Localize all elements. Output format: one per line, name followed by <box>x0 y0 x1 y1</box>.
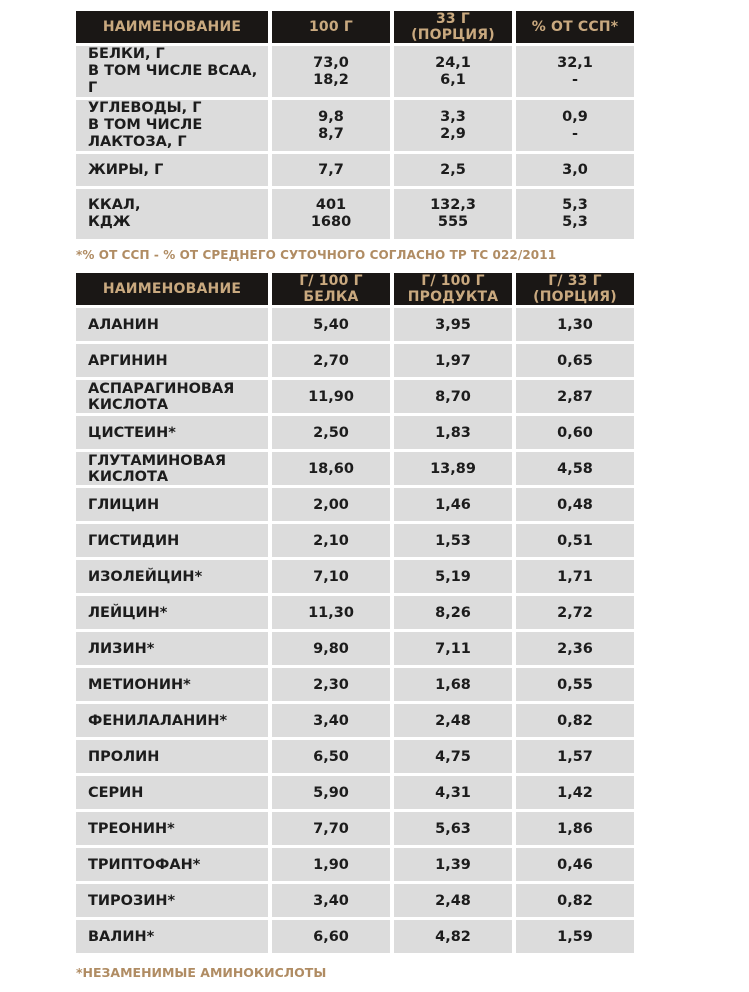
nutrition-cell-c33 <box>394 46 512 97</box>
amino-value: 3,95 <box>394 308 512 341</box>
amino-value: 2,87 <box>516 380 634 413</box>
nutrition-header-33g: 33 Г (ПОРЦИЯ) <box>394 11 512 43</box>
amino-value: 7,10 <box>272 560 390 593</box>
amino-table <box>72 270 638 956</box>
amino-value: 1,30 <box>516 308 634 341</box>
nutrition-value: БЕЛКИ, Г <box>88 46 165 62</box>
amino-value: 2,70 <box>272 344 390 377</box>
amino-value: 18,60 <box>272 452 390 485</box>
nutrition-value: 3,0 <box>562 161 588 178</box>
amino-value: 1,42 <box>516 776 634 809</box>
amino-value: 1,57 <box>516 740 634 773</box>
amino-value: 6,50 <box>272 740 390 773</box>
amino-value: 4,75 <box>394 740 512 773</box>
amino-value: 2,48 <box>394 704 512 737</box>
nutrition-cell-c33 <box>394 189 512 239</box>
amino-row <box>76 416 634 449</box>
nutrition-value: ККАЛ, <box>88 197 141 213</box>
amino-row <box>76 668 634 701</box>
nutrition-cell-pct <box>516 189 634 239</box>
amino-row <box>76 488 634 521</box>
nutrition-value: 32,1 <box>557 54 593 71</box>
nutrition-cell-c100 <box>272 100 390 151</box>
amino-value: 5,40 <box>272 308 390 341</box>
nutrition-cell-c33 <box>394 154 512 186</box>
nutrition-value: 5,3 <box>562 197 588 213</box>
amino-name: АЛАНИН <box>76 308 268 341</box>
amino-value: 6,60 <box>272 920 390 953</box>
amino-value: 2,30 <box>272 668 390 701</box>
nutrition-value: 6,1 <box>440 71 466 88</box>
amino-row <box>76 380 634 413</box>
nutrition-cell-pct <box>516 154 634 186</box>
amino-value: 5,63 <box>394 812 512 845</box>
amino-value: 8,70 <box>394 380 512 413</box>
amino-name: ГЛУТАМИНОВАЯ КИСЛОТА <box>76 452 268 485</box>
amino-name: ЛИЗИН* <box>76 632 268 665</box>
nutrition-value: 3,3 <box>440 108 466 125</box>
nutrition-value: 555 <box>437 214 469 230</box>
amino-name: ТИРОЗИН* <box>76 884 268 917</box>
nutrition-cell-name <box>76 154 268 186</box>
amino-name: ИЗОЛЕЙЦИН* <box>76 560 268 593</box>
amino-value: 1,90 <box>272 848 390 881</box>
amino-value: 0,82 <box>516 704 634 737</box>
amino-name: ВАЛИН* <box>76 920 268 953</box>
amino-row <box>76 920 634 953</box>
nutrition-cell-c33 <box>394 100 512 151</box>
nutrition-value: 9,8 <box>318 108 344 125</box>
nutrition-cell-c100 <box>272 46 390 97</box>
amino-row <box>76 560 634 593</box>
amino-body <box>76 308 634 953</box>
amino-row <box>76 848 634 881</box>
amino-value: 13,89 <box>394 452 512 485</box>
amino-name: ПРОЛИН <box>76 740 268 773</box>
nutrition-value: 2,9 <box>440 125 466 142</box>
nutrition-value: 1680 <box>310 214 352 230</box>
amino-name: ТРИПТОФАН* <box>76 848 268 881</box>
amino-name: ЛЕЙЦИН* <box>76 596 268 629</box>
amino-value: 7,70 <box>272 812 390 845</box>
amino-header-row <box>76 273 634 305</box>
amino-value: 5,19 <box>394 560 512 593</box>
amino-value: 9,80 <box>272 632 390 665</box>
amino-value: 4,31 <box>394 776 512 809</box>
amino-name: ФЕНИЛАЛАНИН* <box>76 704 268 737</box>
nutrition-header-row <box>76 11 634 43</box>
nutrition-value: 401 <box>315 197 347 213</box>
nutrition-cell-c100 <box>272 154 390 186</box>
nutrition-value: УГЛЕВОДЫ, Г <box>88 100 202 116</box>
amino-value: 11,90 <box>272 380 390 413</box>
amino-row <box>76 452 634 485</box>
nutrition-row <box>76 189 634 239</box>
nutrition-header-name: НАИМЕНОВАНИЕ <box>76 11 268 43</box>
amino-value: 0,65 <box>516 344 634 377</box>
amino-header-per-serving: Г/ 33 Г (ПОРЦИЯ) <box>516 273 634 305</box>
nutrition-header-100g: 100 Г <box>272 11 390 43</box>
amino-row <box>76 596 634 629</box>
nutrition-footnote: *% ОТ ССП - % ОТ СРЕДНЕГО СУТОЧНОГО СОГЛАСНО ТР ТС 022/2011 <box>76 248 557 262</box>
nutrition-cell-name <box>76 46 268 97</box>
nutrition-value: - <box>571 125 579 142</box>
amino-value: 0,46 <box>516 848 634 881</box>
amino-name: ГЛИЦИН <box>76 488 268 521</box>
amino-value: 2,10 <box>272 524 390 557</box>
amino-value: 4,58 <box>516 452 634 485</box>
nutrition-value: 7,7 <box>318 161 344 178</box>
amino-value: 2,48 <box>394 884 512 917</box>
amino-name: АСПАРАГИНОВАЯ КИСЛОТА <box>76 380 268 413</box>
nutrition-value: 18,2 <box>313 71 349 88</box>
amino-value: 0,51 <box>516 524 634 557</box>
amino-value: 0,82 <box>516 884 634 917</box>
amino-value: 0,55 <box>516 668 634 701</box>
nutrition-value: - <box>571 71 579 88</box>
nutrition-value: 5,3 <box>562 214 588 230</box>
amino-value: 5,90 <box>272 776 390 809</box>
amino-header-name: НАИМЕНОВАНИЕ <box>76 273 268 305</box>
nutrition-cell-name <box>76 189 268 239</box>
amino-value: 1,83 <box>394 416 512 449</box>
nutrition-value: В ТОМ ЧИСЛЕ ЛАКТОЗА, Г <box>88 117 203 150</box>
nutrition-value: В ТОМ ЧИСЛЕ BCAA, Г <box>88 63 258 96</box>
amino-name: СЕРИН <box>76 776 268 809</box>
nutrition-value: 24,1 <box>435 54 471 71</box>
amino-value: 3,40 <box>272 704 390 737</box>
nutrition-row <box>76 100 634 151</box>
amino-row <box>76 884 634 917</box>
amino-value: 1,97 <box>394 344 512 377</box>
nutrition-cell-c100 <box>272 189 390 239</box>
amino-row <box>76 344 634 377</box>
amino-value: 1,68 <box>394 668 512 701</box>
amino-value: 1,71 <box>516 560 634 593</box>
amino-value: 0,60 <box>516 416 634 449</box>
nutrition-cell-pct <box>516 100 634 151</box>
amino-name: АРГИНИН <box>76 344 268 377</box>
nutrition-value: 2,5 <box>440 161 466 178</box>
amino-row <box>76 812 634 845</box>
nutrition-header-pct: % ОТ ССП* <box>516 11 634 43</box>
amino-value: 3,40 <box>272 884 390 917</box>
amino-row <box>76 632 634 665</box>
amino-value: 4,82 <box>394 920 512 953</box>
nutrition-row <box>76 46 634 97</box>
amino-row <box>76 704 634 737</box>
amino-value: 2,36 <box>516 632 634 665</box>
amino-value: 0,48 <box>516 488 634 521</box>
amino-header-per-product: Г/ 100 Г ПРОДУКТА <box>394 273 512 305</box>
nutrition-cell-pct <box>516 46 634 97</box>
amino-footnote: *НЕЗАМЕНИМЫЕ АМИНОКИСЛОТЫ <box>76 965 327 980</box>
amino-value: 1,86 <box>516 812 634 845</box>
amino-value: 1,46 <box>394 488 512 521</box>
nutrition-value: 0,9 <box>562 108 588 125</box>
nutrition-value: 8,7 <box>318 125 344 142</box>
amino-value: 1,39 <box>394 848 512 881</box>
amino-value: 7,11 <box>394 632 512 665</box>
amino-value: 2,72 <box>516 596 634 629</box>
nutrition-row <box>76 154 634 186</box>
amino-name: ТРЕОНИН* <box>76 812 268 845</box>
nutrition-value: 73,0 <box>313 54 349 71</box>
amino-name: ГИСТИДИН <box>76 524 268 557</box>
nutrition-body <box>76 46 634 239</box>
amino-row <box>76 740 634 773</box>
amino-row <box>76 308 634 341</box>
nutrition-value: КДЖ <box>88 214 131 230</box>
amino-header-per-protein: Г/ 100 Г БЕЛКА <box>272 273 390 305</box>
amino-value: 1,53 <box>394 524 512 557</box>
amino-value: 2,50 <box>272 416 390 449</box>
amino-row <box>76 524 634 557</box>
amino-value: 11,30 <box>272 596 390 629</box>
amino-name: ЦИСТЕИН* <box>76 416 268 449</box>
amino-value: 1,59 <box>516 920 634 953</box>
nutrition-table <box>72 8 638 242</box>
nutrition-value: ЖИРЫ, Г <box>88 161 164 178</box>
nutrition-cell-name <box>76 100 268 151</box>
nutrition-value: 132,3 <box>430 197 476 213</box>
amino-value: 2,00 <box>272 488 390 521</box>
amino-name: МЕТИОНИН* <box>76 668 268 701</box>
amino-value: 8,26 <box>394 596 512 629</box>
amino-row <box>76 776 634 809</box>
nutrition-facts <box>76 8 640 956</box>
